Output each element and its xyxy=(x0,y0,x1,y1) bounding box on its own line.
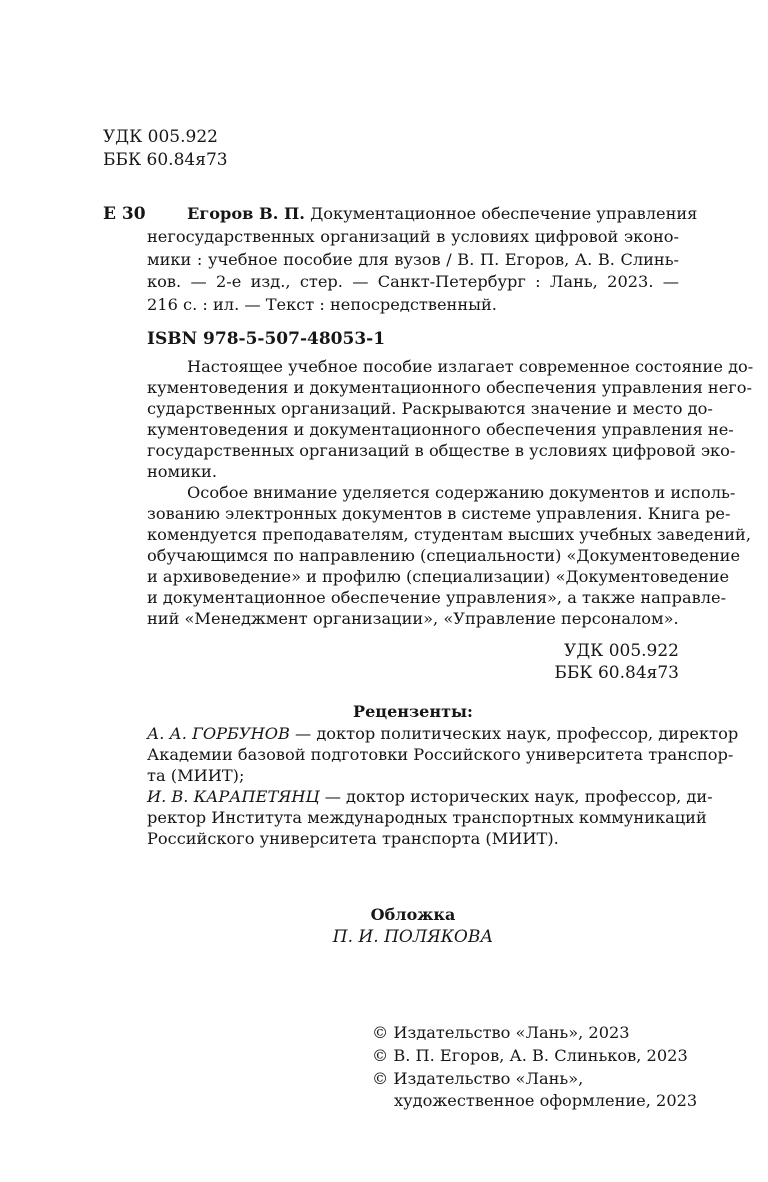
catalog-line-3: мики : учебное пособие для вузов / В. П. Егоров, А. В. Слинь- xyxy=(147,250,679,269)
reviewer-1-line-2: Академии базовой подготовки Российского университета транспор- xyxy=(147,745,734,764)
abstract-p2-line-6: и документационное обеспечение управления», а также направле- xyxy=(147,588,727,607)
abstract-p1-line-4: кументоведения и документационного обеспечения управления не- xyxy=(147,420,734,439)
catalog-title: Документационное обеспечение управления xyxy=(310,204,698,223)
reviewer-1-desc: — доктор политических наук, профессор, директор xyxy=(289,724,739,743)
reviewer-2-line-2: ректор Института международных транспортных коммуникаций xyxy=(147,808,707,827)
abstract-p2-line-4: обучающимся по направлению (специальности) «Документоведение xyxy=(147,546,741,565)
abstract-p1-line-2: кументоведения и документационного обеспечения управления него- xyxy=(147,378,752,397)
bbk-code: ББК 60.84я73 xyxy=(103,150,228,170)
catalog-author: Егоров В. П. xyxy=(187,204,305,223)
reviewer-1-line-1 xyxy=(147,724,739,744)
catalog-line-2: негосударственных организаций в условиях цифровой эконо- xyxy=(147,227,679,246)
reviewer-1-name: А. А. ГОРБУНОВ xyxy=(147,724,290,743)
reviewer-2-line-3: Российского университета транспорта (МИИТ). xyxy=(147,829,559,848)
copyright-line-1: © Издательство «Лань», 2023 xyxy=(372,1023,630,1042)
catalog-line-4: ков. — 2-е изд., стер. — Санкт-Петербург : Лань, 2023. — xyxy=(147,272,679,291)
udk-code-right: УДК 005.922 xyxy=(564,641,679,661)
abstract-p2-line-5: и архивоведение» и профилю (специализации) «Документоведение xyxy=(147,567,730,586)
abstract-p2-line-3: комендуется преподавателям, студентам высших учебных заведений, xyxy=(147,525,751,544)
copyright-line-3: © Издательство «Лань», xyxy=(372,1069,584,1088)
udk-code: УДК 005.922 xyxy=(103,127,218,147)
abstract-p1-line-5: государственных организаций в обществе в условиях цифровой эко- xyxy=(147,441,736,460)
cover-designer: П. И. ПОЛЯКОВА xyxy=(332,927,494,947)
isbn: ISBN 978-5-507-48053-1 xyxy=(147,329,386,349)
abstract-p1-line-1: Настоящее учебное пособие излагает современное состояние до- xyxy=(187,357,754,376)
reviewer-2-line-1 xyxy=(147,787,713,807)
reviewer-1-line-3: та (МИИТ); xyxy=(147,766,245,785)
abstract-p2-line-2: зованию электронных документов в системе управления. Книга ре- xyxy=(147,504,731,523)
abstract-p1-line-6: номики. xyxy=(147,462,217,481)
reviewer-2-desc: — доктор исторических наук, профессор, ди- xyxy=(319,787,713,806)
abstract-p2-line-7: ний «Менеджмент организации», «Управление персоналом». xyxy=(147,609,679,628)
catalog-line-5: 216 с. : ил. — Текст : непосредственный. xyxy=(147,295,497,314)
copyright-line-2: © В. П. Егоров, А. В. Слиньков, 2023 xyxy=(372,1046,688,1065)
reviewers-heading: Рецензенты: xyxy=(353,702,473,721)
copyright-line-4: художественное оформление, 2023 xyxy=(394,1091,698,1110)
catalog-line-1 xyxy=(187,204,698,224)
reviewer-2-name: И. В. КАРАПЕТЯНЦ xyxy=(147,787,320,806)
catalog-code: Е 30 xyxy=(103,204,146,224)
abstract-p1-line-3: сударственных организаций. Раскрываются значение и место до- xyxy=(147,399,713,418)
abstract-p2-line-1: Особое внимание уделяется содержанию документов и исполь- xyxy=(187,483,736,502)
bbk-code-right: ББК 60.84я73 xyxy=(554,663,679,683)
cover-heading: Обложка xyxy=(370,905,456,924)
